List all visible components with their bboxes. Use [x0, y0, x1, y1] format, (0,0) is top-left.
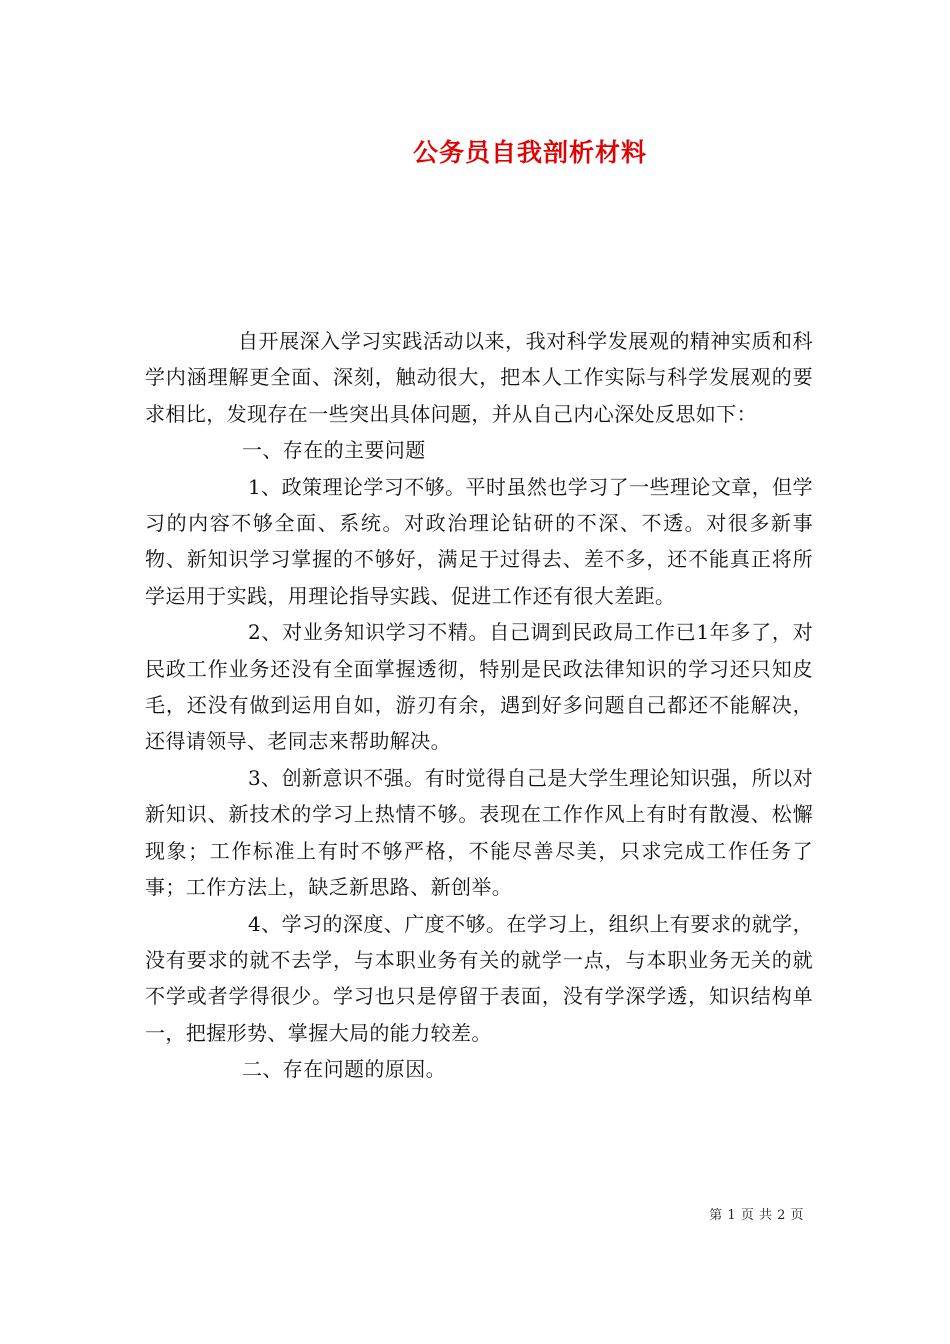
page-number: 第 1 页 共 2 页: [709, 1208, 804, 1223]
document-title: 公务员自我剖析材料: [412, 138, 647, 167]
problem-item-3: 3、创新意识不强。有时觉得自己是大学生理论知识强，所以对新知识、新技术的学习上热情不够。表现在工作作风上有时有散漫、松懈现象；工作标准上有时不够严格，不能尽善尽美，只求完成工作任务了事；工作方法上，缺乏新思路、新创举。: [145, 765, 813, 900]
intro-paragraph: 自开展深入学习实践活动以来，我对科学发展观的精神实质和科学内涵理解更全面、深刻，触动很大，把本人工作实际与科学发展观的要求相比，发现存在一些突出具体问题，并从自己内心深处反思如下：: [145, 329, 813, 426]
section-heading-problems: 一、存在的主要问题: [242, 438, 426, 463]
problem-item-2: 2、对业务知识学习不精。自己调到民政局工作已1年多了，对民政工作业务还没有全面掌握透彻，特别是民政法律知识的学习还只知皮毛，还没有做到运用自如，游刃有余，遇到好多问题自己都还不能解决，还得请领导、老同志来帮助解决。: [145, 620, 813, 754]
document-body: [145, 323, 813, 1088]
section-heading-causes: 二、存在问题的原因。: [242, 1057, 446, 1082]
problem-item-4: 4、学习的深度、广度不够。在学习上，组织上有要求的就学，没有要求的就不去学，与本职业务有关的就学一点，与本职业务无关的就不学或者学得很少。学习也只是停留于表面，没有学深学透，知识结构单一，把握形势、掌握大局的能力较差。: [145, 911, 813, 1045]
problem-item-1: 1、政策理论学习不够。平时虽然也学习了一些理论文章，但学习的内容不够全面、系统。对政治理论钻研的不深、不透。对很多新事物、新知识学习掌握的不够好，满足于过得去、差不多，还不能真正将所学运用于实践，用理论指导实践、促进工作还有很大差距。: [145, 474, 813, 608]
